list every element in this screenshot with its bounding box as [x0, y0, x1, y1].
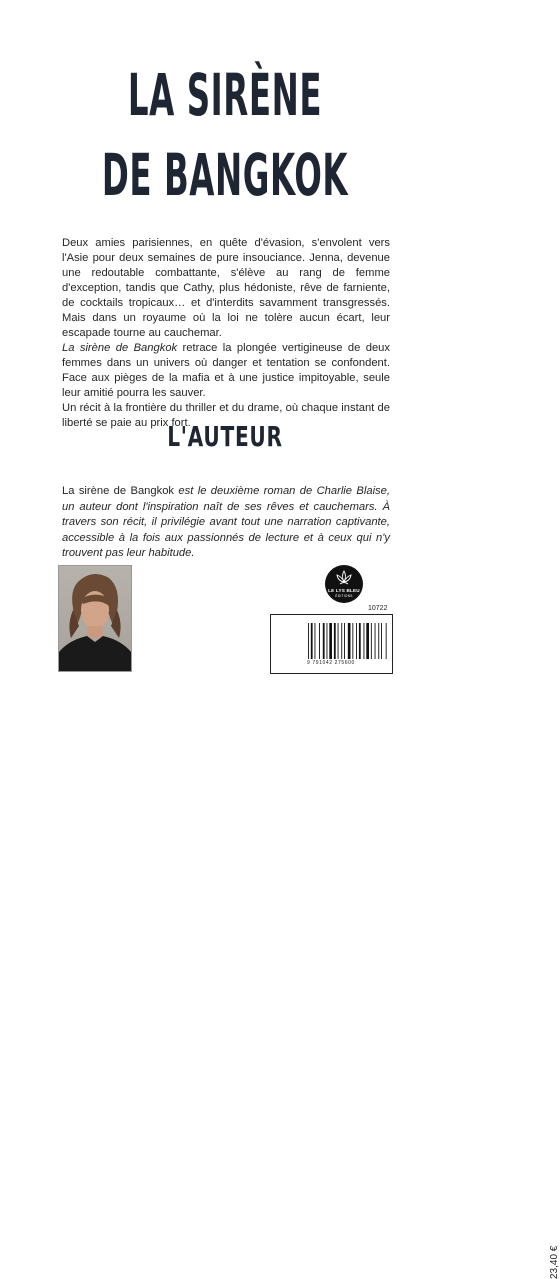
book-title-line2: DE BANGKOK — [101, 141, 349, 209]
author-heading: L'AUTEUR — [167, 420, 283, 453]
lily-flower-icon — [325, 567, 363, 589]
publisher-sub: ÉDITIONS — [335, 594, 353, 598]
book-code: 10722 — [368, 605, 388, 612]
bio-book-title: La sirène de Bangkok — [62, 485, 175, 497]
price: 23,40 € — [549, 1245, 560, 1279]
book-title-line1: LA SIRÈNE — [127, 61, 323, 129]
blurb-book-title: La sirène de Bangkok — [62, 342, 178, 354]
blurb-paragraph-1: Deux amies parisiennes, en quête d'évasion, s'envolent vers l'Asie pour deux semaines de pure insouciance. Jenna, devenue une redoutable combattante, s'élève au rang de femme d'exception, tandis que Cathy, plus hédoniste, rêve de farniente, de cocktails tropicaux… et d'interdits savamment transgressés. Mais dans un royaume où la loi ne tolère aucun écart, leur escapade tourne au cauchemar. — [62, 237, 390, 339]
isbn-number: 9 791042 275600 — [307, 660, 355, 666]
publisher-name: LE LYS BLEU — [328, 588, 360, 593]
barcode-box — [270, 614, 560, 1279]
blurb-paragraph-3: Un récit à la frontière du thriller et du drame, où chaque instant de liberté se paie au prix fort. — [62, 402, 390, 429]
author-bio — [62, 484, 390, 562]
publisher-logo — [325, 565, 363, 603]
back-cover-blurb — [62, 236, 390, 431]
author-photo — [59, 566, 131, 671]
blurb-paragraph-2-text: retrace la plongée vertigineuse de deux femmes dans un univers où danger et tentation se confondent. Face aux pièges de la mafia et à une justice impitoyable, seule leur amitié pourra les sauver. — [62, 342, 390, 399]
blurb-paragraph-2 — [62, 341, 390, 401]
bio-author-name: Charlie Blaise — [316, 485, 387, 497]
bio-text-1: est le deuxième roman de — [174, 485, 317, 497]
barcode-bars — [307, 623, 387, 659]
bio-text-2: , un auteur dont l'inspiration naît de ses rêves et cauchemars. À travers son récit, il privilégie avant tout une narration captivante, accessible à la fois aux passionnés de lecture et à ceux qui n'y trouvent pas leur habitude. — [62, 485, 390, 559]
